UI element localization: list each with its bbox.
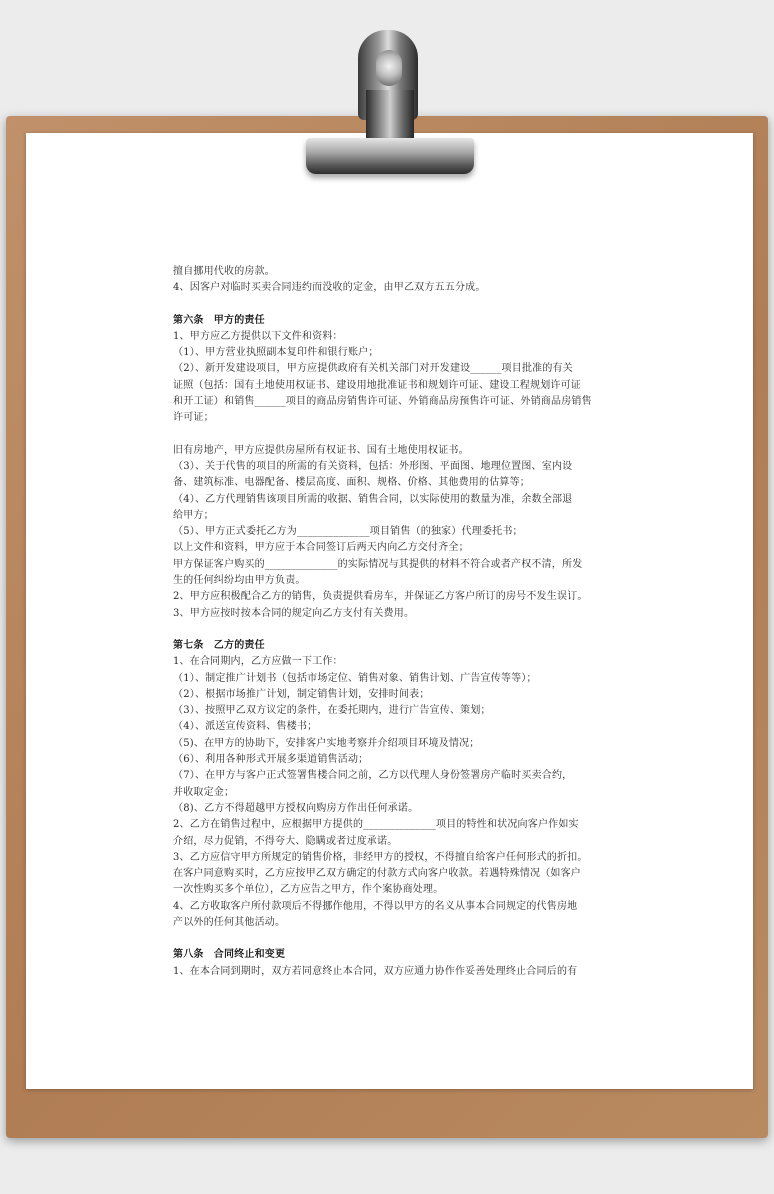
document-line: 并收取定金； — [173, 786, 235, 798]
document-line: （1）、甲方营业执照副本复印件和银行账户； — [173, 347, 379, 359]
document-line: 1、甲方应乙方提供以下文件和资料： — [173, 330, 343, 342]
clip-hole — [376, 50, 402, 86]
document-line: 1、在本合同到期时，双方若同意终止本合同，双方应通力协作作妥善处理终止合同后的有 — [173, 965, 578, 977]
contract-text — [173, 264, 613, 980]
document-line: 给甲方； — [173, 509, 214, 521]
document-line: 1、在合同期内，乙方应做一下工作： — [173, 656, 343, 668]
document-line: 一次性购买多个单位），乙方应告之甲方，作个案协商处理。 — [173, 884, 444, 896]
section-heading: 第七条 乙方的责任 — [173, 639, 265, 651]
paragraph-gap — [173, 622, 613, 638]
paragraph-gap — [173, 297, 613, 313]
paragraph-gap — [173, 931, 613, 947]
section-heading: 第八条 合同终止和变更 — [173, 949, 286, 961]
document-line: 以上文件和资料，甲方应于本合同签订后两天内向乙方交付齐全； — [173, 542, 469, 554]
document-line: 3、乙方应信守甲方所规定的销售价格，非经甲方的授权，不得擅自给客户任何形式的折扣。 — [173, 851, 588, 863]
document-line: （1）、制定推广计划书（包括市场定位、销售对象、销售计划、广告宣传等等）； — [173, 672, 537, 684]
document-line: （5）、甲方正式委托乙方为______________项目销售（的独家）代理委托书； — [173, 526, 523, 538]
document-line: 旧有房地产，甲方应提供房屋所有权证书、国有土地使用权证书。 — [173, 444, 469, 456]
document-line: 在客户同意购买时，乙方应按甲乙双方确定的付款方式向客户收款。若遇特殊情况（如客户 — [173, 868, 581, 880]
document-line: （4）、派送宣传资料、售楼书； — [173, 721, 318, 733]
document-line: （2）、新开发建设项目，甲方应提供政府有关机关部门对开发建设______项目批准的有关 — [173, 363, 573, 375]
binder-clip — [306, 30, 474, 176]
document-line: （3）、按照甲乙双方议定的条件，在委托期内，进行广告宣传、策划； — [173, 705, 491, 717]
document-line: 4、因客户对临时买卖合同违约而没收的定金，由甲乙双方五五分成。 — [173, 282, 486, 294]
section-heading: 第六条 甲方的责任 — [173, 314, 265, 326]
document-line: 许可证； — [173, 412, 214, 424]
document-line: 生的任何纠纷均由甲方负责。 — [173, 575, 306, 587]
clip-base — [306, 138, 474, 174]
document-line: （5)、在甲方的协助下，安排客户实地考察并介绍项目环境及情况； — [173, 737, 480, 749]
document-line: （7）、在甲方与客户正式签署售楼合同之前，乙方以代理人身份签署房产临时买卖合约， — [173, 770, 573, 782]
document-line: 擅自挪用代收的房款。 — [173, 266, 275, 277]
document-line: 证照（包括：国有土地使用权证书、建设用地批准证书和规划许可证、建设工程规划许可证 — [173, 379, 581, 391]
document-line: 甲方保证客户购买的______________的实际情况与其提供的材料不符合或者产权不清，所发 — [173, 558, 583, 570]
document-line: 4、乙方收取客户所付款项后不得挪作他用，不得以甲方的名义从事本合同规定的代售房地 — [173, 900, 578, 912]
document-line: （6）、利用各种形式开展多渠道销售活动； — [173, 754, 369, 766]
document-line: （3）、关于代售的项目的所需的有关资料，包括：外形图、平面图、地理位置图、室内设 — [173, 460, 573, 472]
document-line: 和开工证）和销售______项目的商品房销售许可证、外销商品房预售许可证、外销商品房销售 — [173, 396, 592, 408]
document-line: （4）、乙方代理销售该项目所需的收据、销售合同，以实际使用的数量为准，余数全部退 — [173, 493, 573, 505]
document-line: （2）、根据市场推广计划，制定销售计划，安排时间表； — [173, 688, 430, 700]
document-line: （8)、乙方不得超越甲方授权向购房方作出任何承诺。 — [173, 802, 419, 814]
paragraph-gap — [173, 427, 613, 443]
document-line: 2、乙方在销售过程中，应根据甲方提供的______________项目的特性和状况向客户作如实 — [173, 819, 579, 831]
document-line: 产以外的任何其他活动。 — [173, 916, 286, 928]
document-line: 2、甲方应积极配合乙方的销售，负责提供看房车，并保证乙方客户所订的房号不发生误订。 — [173, 591, 588, 603]
document-line: 3、甲方应按时按本合同的规定向乙方支付有关费用。 — [173, 607, 415, 619]
document-line: 备、建筑标准、电器配备、楼层高度、面积、规格、价格、其他费用的估算等； — [173, 477, 530, 489]
document-line: 介绍，尽力促销，不得夸大、隐瞒或者过度承诺。 — [173, 835, 398, 847]
